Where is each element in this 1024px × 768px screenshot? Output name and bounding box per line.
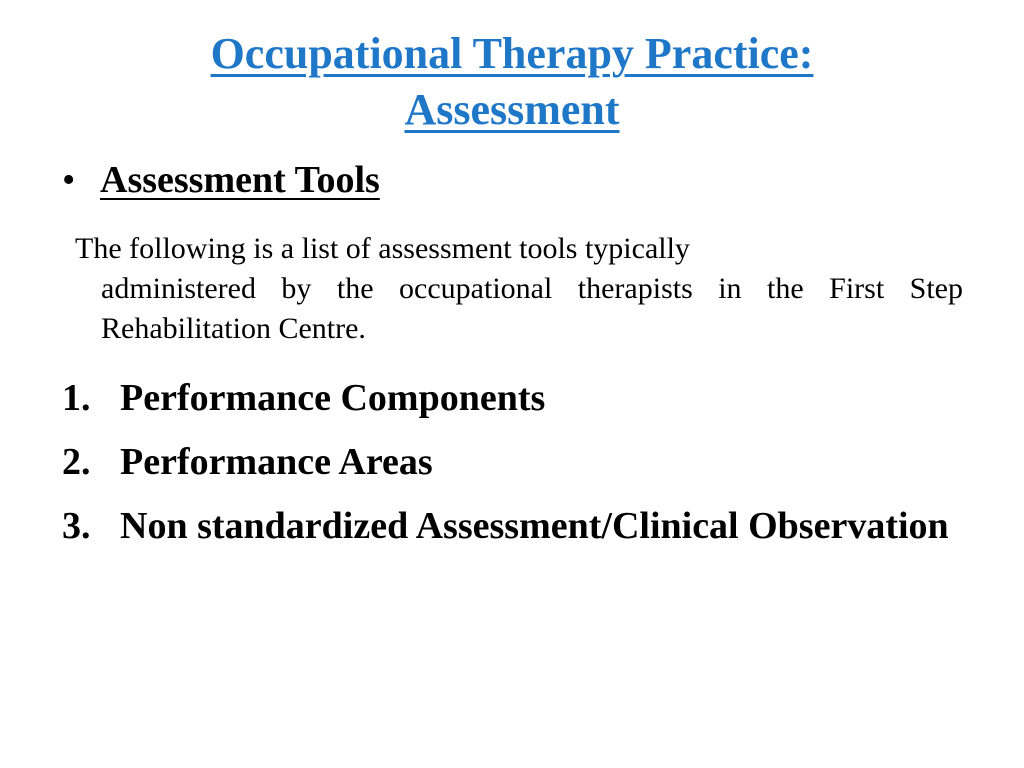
list-item-text: Performance Components bbox=[120, 377, 546, 419]
list-item-number: 1. bbox=[62, 377, 91, 419]
list-item-number: 2. bbox=[62, 441, 91, 483]
bullet-dot-icon: • bbox=[62, 159, 76, 201]
intro-paragraph-rest: administered by the occupational therapists in the First Step Rehabilitation Centre. bbox=[101, 272, 963, 345]
assessment-list bbox=[62, 373, 962, 565]
title-line-1: Occupational Therapy Practice: bbox=[210, 29, 814, 78]
list-item bbox=[62, 373, 962, 423]
list-item-number: 3. bbox=[62, 505, 91, 547]
list-item bbox=[62, 437, 962, 487]
intro-paragraph bbox=[75, 229, 963, 349]
title-line-2: Assessment bbox=[404, 85, 620, 134]
bullet-assessment-tools bbox=[62, 154, 380, 206]
intro-paragraph-line-1: The following is a list of assessment tools typically bbox=[75, 232, 690, 265]
bullet-heading: Assessment Tools bbox=[100, 159, 380, 201]
list-item bbox=[62, 501, 962, 551]
slide-title bbox=[60, 26, 964, 138]
list-item-text: Performance Areas bbox=[120, 441, 433, 483]
list-item-text: Non standardized Assessment/Clinical Observation bbox=[120, 505, 949, 547]
